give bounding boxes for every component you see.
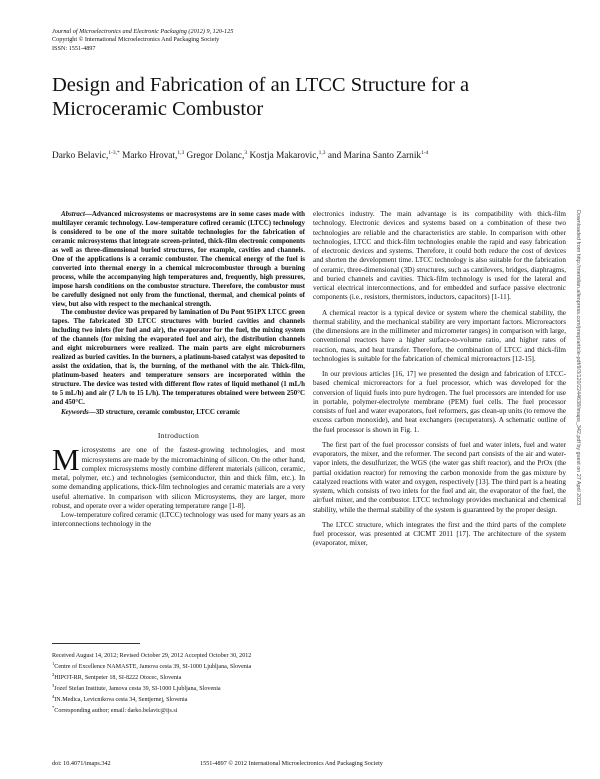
author: Gregor Dolanc,$^3$: [186, 150, 248, 162]
left-column: [52, 210, 305, 530]
abstract: [52, 210, 305, 407]
footer-copyright: 1551-4897 © 2012 International Microelectronics And Packaging Society: [200, 760, 383, 767]
affiliation-3: $^3$Jozef Stefan Institute, Jamova cesta 39, SI-1000 Ljubljana, Slovenia: [52, 683, 221, 693]
download-watermark: [572, 210, 582, 710]
author: Darko Belavic,$^{1-3,*}$: [52, 150, 120, 162]
author: and Marina Santo Zarnik$^{1-4}$: [327, 150, 429, 162]
keywords-label: Keywords: [61, 407, 89, 416]
download-watermark-text: Downloaded from http://meridian.allenpress.com/jmep/article-pdf/9/3/120/2244638/imaps_342.pdf by guest on 27 April 2023: [575, 210, 581, 506]
footnote-divider: [52, 643, 140, 644]
author: Marko Hrovat,$^{1,3}$: [122, 150, 185, 162]
drop-cap: M: [52, 442, 80, 478]
intro-paragraph-1: Microsystems are one of the fastest-growing technologies, and most microsystems are made by the micromachining of silicon. On the other hand, complex microsystems mostly combine different materials (silicon, ceramic, metal, polymer, etc.) and technologies (semiconductor, thin and thick film, etc.). In some demanding applications, thick-film technologies and ceramic materials are a very useful alternative. In comparison with silicon Microsystems, they are larger, more robust, and operate over a wider operating temperature range [1-8].: [52, 442, 305, 510]
author: Kostja Makarovic,$^{1,3}$: [249, 150, 326, 162]
abstract-paragraph-1: Abstract—Advanced microsystems or macrosystems are in some cases made with multilayer ceramic technology. Low-temperature cofired ceramic (LTCC) technology is considered to be one of the more suitable technologies for the fabrication of ceramic microsystems that integrate screen-printed, thick-film electronic components as well as three-dimensional buried structures, for example, cavities and channels. One of the applications is a ceramic combustor. The chemical energy of the fuel is converted into thermal energy in a chemical microcombustor through a burning process, while the accompanying high temperatures and, frequently, high pressures, impose harsh conditions on the combustor structure. Therefore, the combustor must be carefully designed not only from the functional, thermal, and chemical points of view, but also with respect to the mechanical strength.: [52, 210, 305, 308]
introduction-body: [52, 442, 305, 529]
keywords: Keywords—3D structure, ceramic combustor, LTCC ceramic: [61, 407, 241, 416]
paper-title: Design and Fabrication of an LTCC Structure for a Microceramic Combustor: [52, 74, 470, 120]
author-list: [52, 150, 552, 161]
body-paragraph-5: The LTCC structure, which integrates the first and the third parts of the complete fuel processor, was presented at CICMT 2011 [17]. The architecture of the system (evaporator, mixer,: [313, 520, 566, 548]
affiliation-2: $^2$HIPOT-RR, Sentpeter 18, SI-8222 Otocec, Slovenia: [52, 672, 182, 682]
abstract-paragraph-2: The combustor device was prepared by lamination of Du Pont 951PX LTCC green tapes. The fabricated 3D LTCC structures with buried cavities and channels including two inlets (for fuel and air), the evaporator for the fuel, the mixing system of the channels (for mixing the evaporated fuel and air), the distribution channels and eight microburners were realized. The main parts are eight microburners realized as buried cavities. In the burners, a platinum-based catalyst was deposited to assist the oxidation, that is, the burning, of the methanol with the air. Thick-film, platinum-based heaters and temperature sensors are incorporated within the structure. The device was tested with different flow rates of liquid methanol (1 mL/h to 5 mL/h) and air (7 L/h to 15 L/h). The temperatures obtained were between 250°C and 450°C.: [52, 308, 305, 407]
journal-copyright: Copyright © International Microelectronics And Packaging Society: [52, 36, 220, 44]
body-paragraph-4: The first part of the fuel processor consists of fuel and water inlets, fuel and water evaporators, the mixer, and the reformer. The second part consists of the air and water-vapor inlets, the desulfurizer, the WGS (the water gas shift reactor), and the PrOx (the partial oxidation reactor) for removing the carbon monoxide from the gas mixture by catalyzed reactions with water and oxygen, respectively [13]. The third part is a heating system, which consists of two inlets for the fuel and air, the evaporator of the fuel, the air/fuel mixer, and the combustor. LTCC technology provides mechanical and chemical stability, while the thermal stability of the system is guaranteed by the proper design.: [313, 440, 566, 514]
corresponding-author: *Corresponding author; email: darko.belavic@ijs.si: [52, 705, 178, 715]
footnotes: [52, 652, 305, 715]
journal-citation: Journal of Microelectronics and Electronic Packaging (2012) 9, 120-125: [52, 28, 234, 35]
abstract-label: Abstract: [61, 210, 85, 218]
affiliation-1: $^1$Centre of Excellence NAMASTE, Jamova cesta 39, SI-1000 Ljubljana, Slovenia: [52, 661, 252, 671]
doi: doi: 10.4071/imaps.342: [52, 760, 111, 767]
received-dates: Received August 14, 2012; Revised October 29, 2012 Accepted October 30, 2012: [52, 653, 252, 659]
intro-paragraph-2: Low-temperature cofired ceramic (LTCC) technology was used for many years as an interconnections technology in the: [52, 511, 305, 529]
body-paragraph-1: electronics industry. The main advantage is its compatibility with thick-film technology. Electronic devices and systems based on a combination of these two technologies are reliable and the characteristics are stable. In comparison with other technologies, LTCC and thick-film technologies enable the rapid and easy fabrication of electronic devices and systems. Therefore, it could both reduce the cost of devices and shorten the development time. LTCC technology is also suitable for the fabrication of ceramic, three-dimensional (3D) structures, such as cantilevers, bridges, diaphragms, and buried channels and cavities. Thick-film technology is used for the lateral and vertical electrical interconnections, and for embedded and surface passive electronic components (i.e., resistors, thermistors, inductors, capacitors) [1-11].: [313, 210, 566, 302]
affiliation-4: $^4$IN.Medica, Levicnikova cesta 34, Sentjernej, Slovenia: [52, 694, 188, 704]
journal-header: [52, 28, 233, 53]
right-column: [313, 210, 566, 555]
body-paragraph-3: In our previous articles [16, 17] we presented the design and fabrication of LTCC-based chemical microreactors for a fuel processor, which was developed for the conversion of liquid fuels into pure hydrogen. The fuel processors are intended for use in portable, polymer-electrolyte membrane (PEM) fuel cells. The fuel processor consists of fuel and water evaporators, fuel reformers, gas clean-up units (to remove the excess carbon monoxide), and heat exchangers (recuperators). A schematic outline of the fuel processor is shown in Fig. 1.: [313, 370, 566, 434]
body-paragraph-2: A chemical reactor is a typical device or system where the chemical stability, the thermal stability, and the mechanical stability are very important factors. Microreactors (the dimensions are in the millimeter and micrometer ranges) in comparison with large, conventional reactors have a higher surface-to-volume ratio, and higher rates of reaction, mass, and heat transfer. Therefore, the combination of LTCC and thick-film technologies is suitable for the fabrication of chemical microreactors [12-15].: [313, 308, 566, 363]
section-heading-introduction: Introduction: [157, 431, 200, 441]
journal-issn: ISSN: 1551-4897: [52, 44, 96, 52]
